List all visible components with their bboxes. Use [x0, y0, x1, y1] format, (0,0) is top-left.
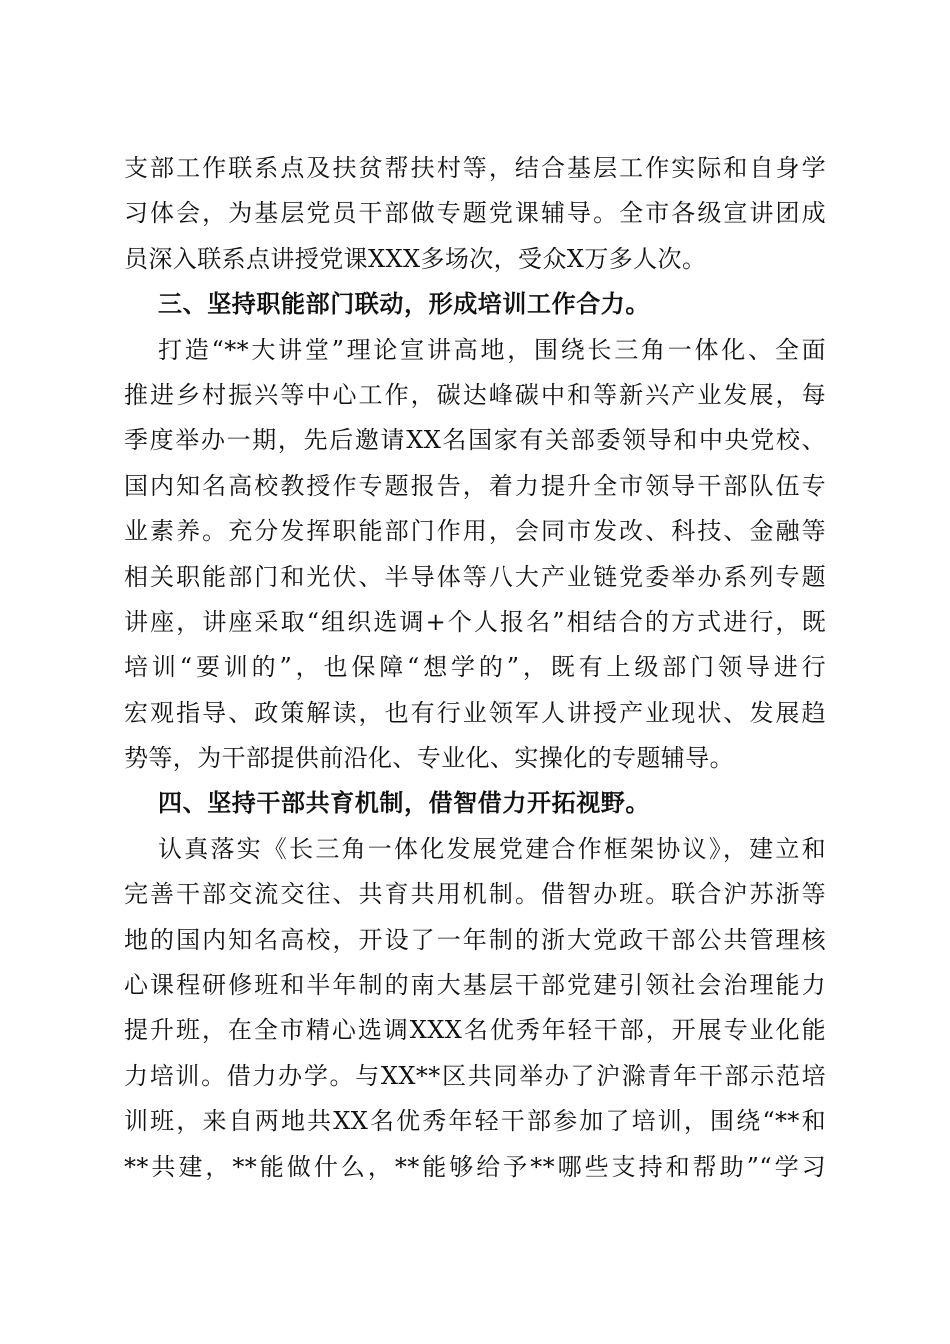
text-line: 完善干部交流交往、共育共用机制。借智办班。联合沪苏浙等	[124, 880, 826, 909]
text-line: 提升班，在全市精心选调XXX名优秀年轻干部，开展专业化能	[124, 1016, 826, 1045]
section-heading-3: 三、坚持职能部门联动，形成培训工作合力。	[158, 290, 650, 319]
text-line: 培训“要训的”，也保障“想学的”，既有上级部门领导进行	[124, 653, 826, 682]
text-line: 国内知名高校教授作专题报告，着力提升全市领导干部队伍专	[124, 471, 826, 500]
text-line: 势等，为干部提供前沿化、专业化、实操化的专题辅导。	[124, 744, 734, 773]
paragraph-section-4	[124, 827, 826, 1190]
text-line: 地的国内知名高校，开设了一年制的浙大党政干部公共管理核	[124, 925, 826, 954]
text-line: 打造“**大讲堂”理论宣讲高地，围绕长三角一体化、全面	[158, 335, 826, 364]
document-body	[124, 146, 826, 1190]
section-heading-4: 四、坚持干部共育机制，借智借力开拓视野。	[158, 789, 650, 818]
text-line: 业素养。充分发挥职能部门作用，会同市发改、科技、金融等	[124, 517, 826, 546]
text-line: 员深入联系点讲授党课XXX多场次，受众X万多人次。	[124, 244, 707, 273]
paragraph-continued	[124, 146, 826, 282]
text-line: 相关职能部门和光伏、半导体等八大产业链党委举办系列专题	[124, 562, 826, 591]
paragraph-section-3	[124, 328, 826, 782]
text-line: 讲座，讲座采取“组织选调+个人报名”相结合的方式进行，既	[124, 607, 826, 636]
text-line: **共建，**能做什么，**能够给予**哪些支持和帮助”“学习	[124, 1152, 826, 1181]
text-line: 支部工作联系点及扶贫帮扶村等，结合基层工作实际和自身学	[124, 154, 826, 182]
text-line: 宏观指导、政策解读，也有行业领军人讲授产业现状、发展趋	[124, 698, 826, 727]
text-line: 认真落实《长三角一体化发展党建合作框架协议》，建立和	[158, 834, 826, 863]
text-line: 力培训。借力办学。与XX**区共同举办了沪滁青年干部示范培	[124, 1061, 826, 1090]
text-line: 训班，来自两地共XX名优秀年轻干部参加了培训，围绕“**和	[124, 1107, 826, 1136]
text-line: 推进乡村振兴等中心工作，碳达峰碳中和等新兴产业发展，每	[124, 380, 826, 409]
text-line: 心课程研修班和半年制的南大基层干部党建引领社会治理能力	[124, 971, 826, 1000]
text-line: 习体会，为基层党员干部做专题党课辅导。全市各级宣讲团成	[124, 199, 826, 228]
text-line: 季度举办一期，先后邀请XX名国家有关部委领导和中央党校、	[124, 426, 826, 455]
